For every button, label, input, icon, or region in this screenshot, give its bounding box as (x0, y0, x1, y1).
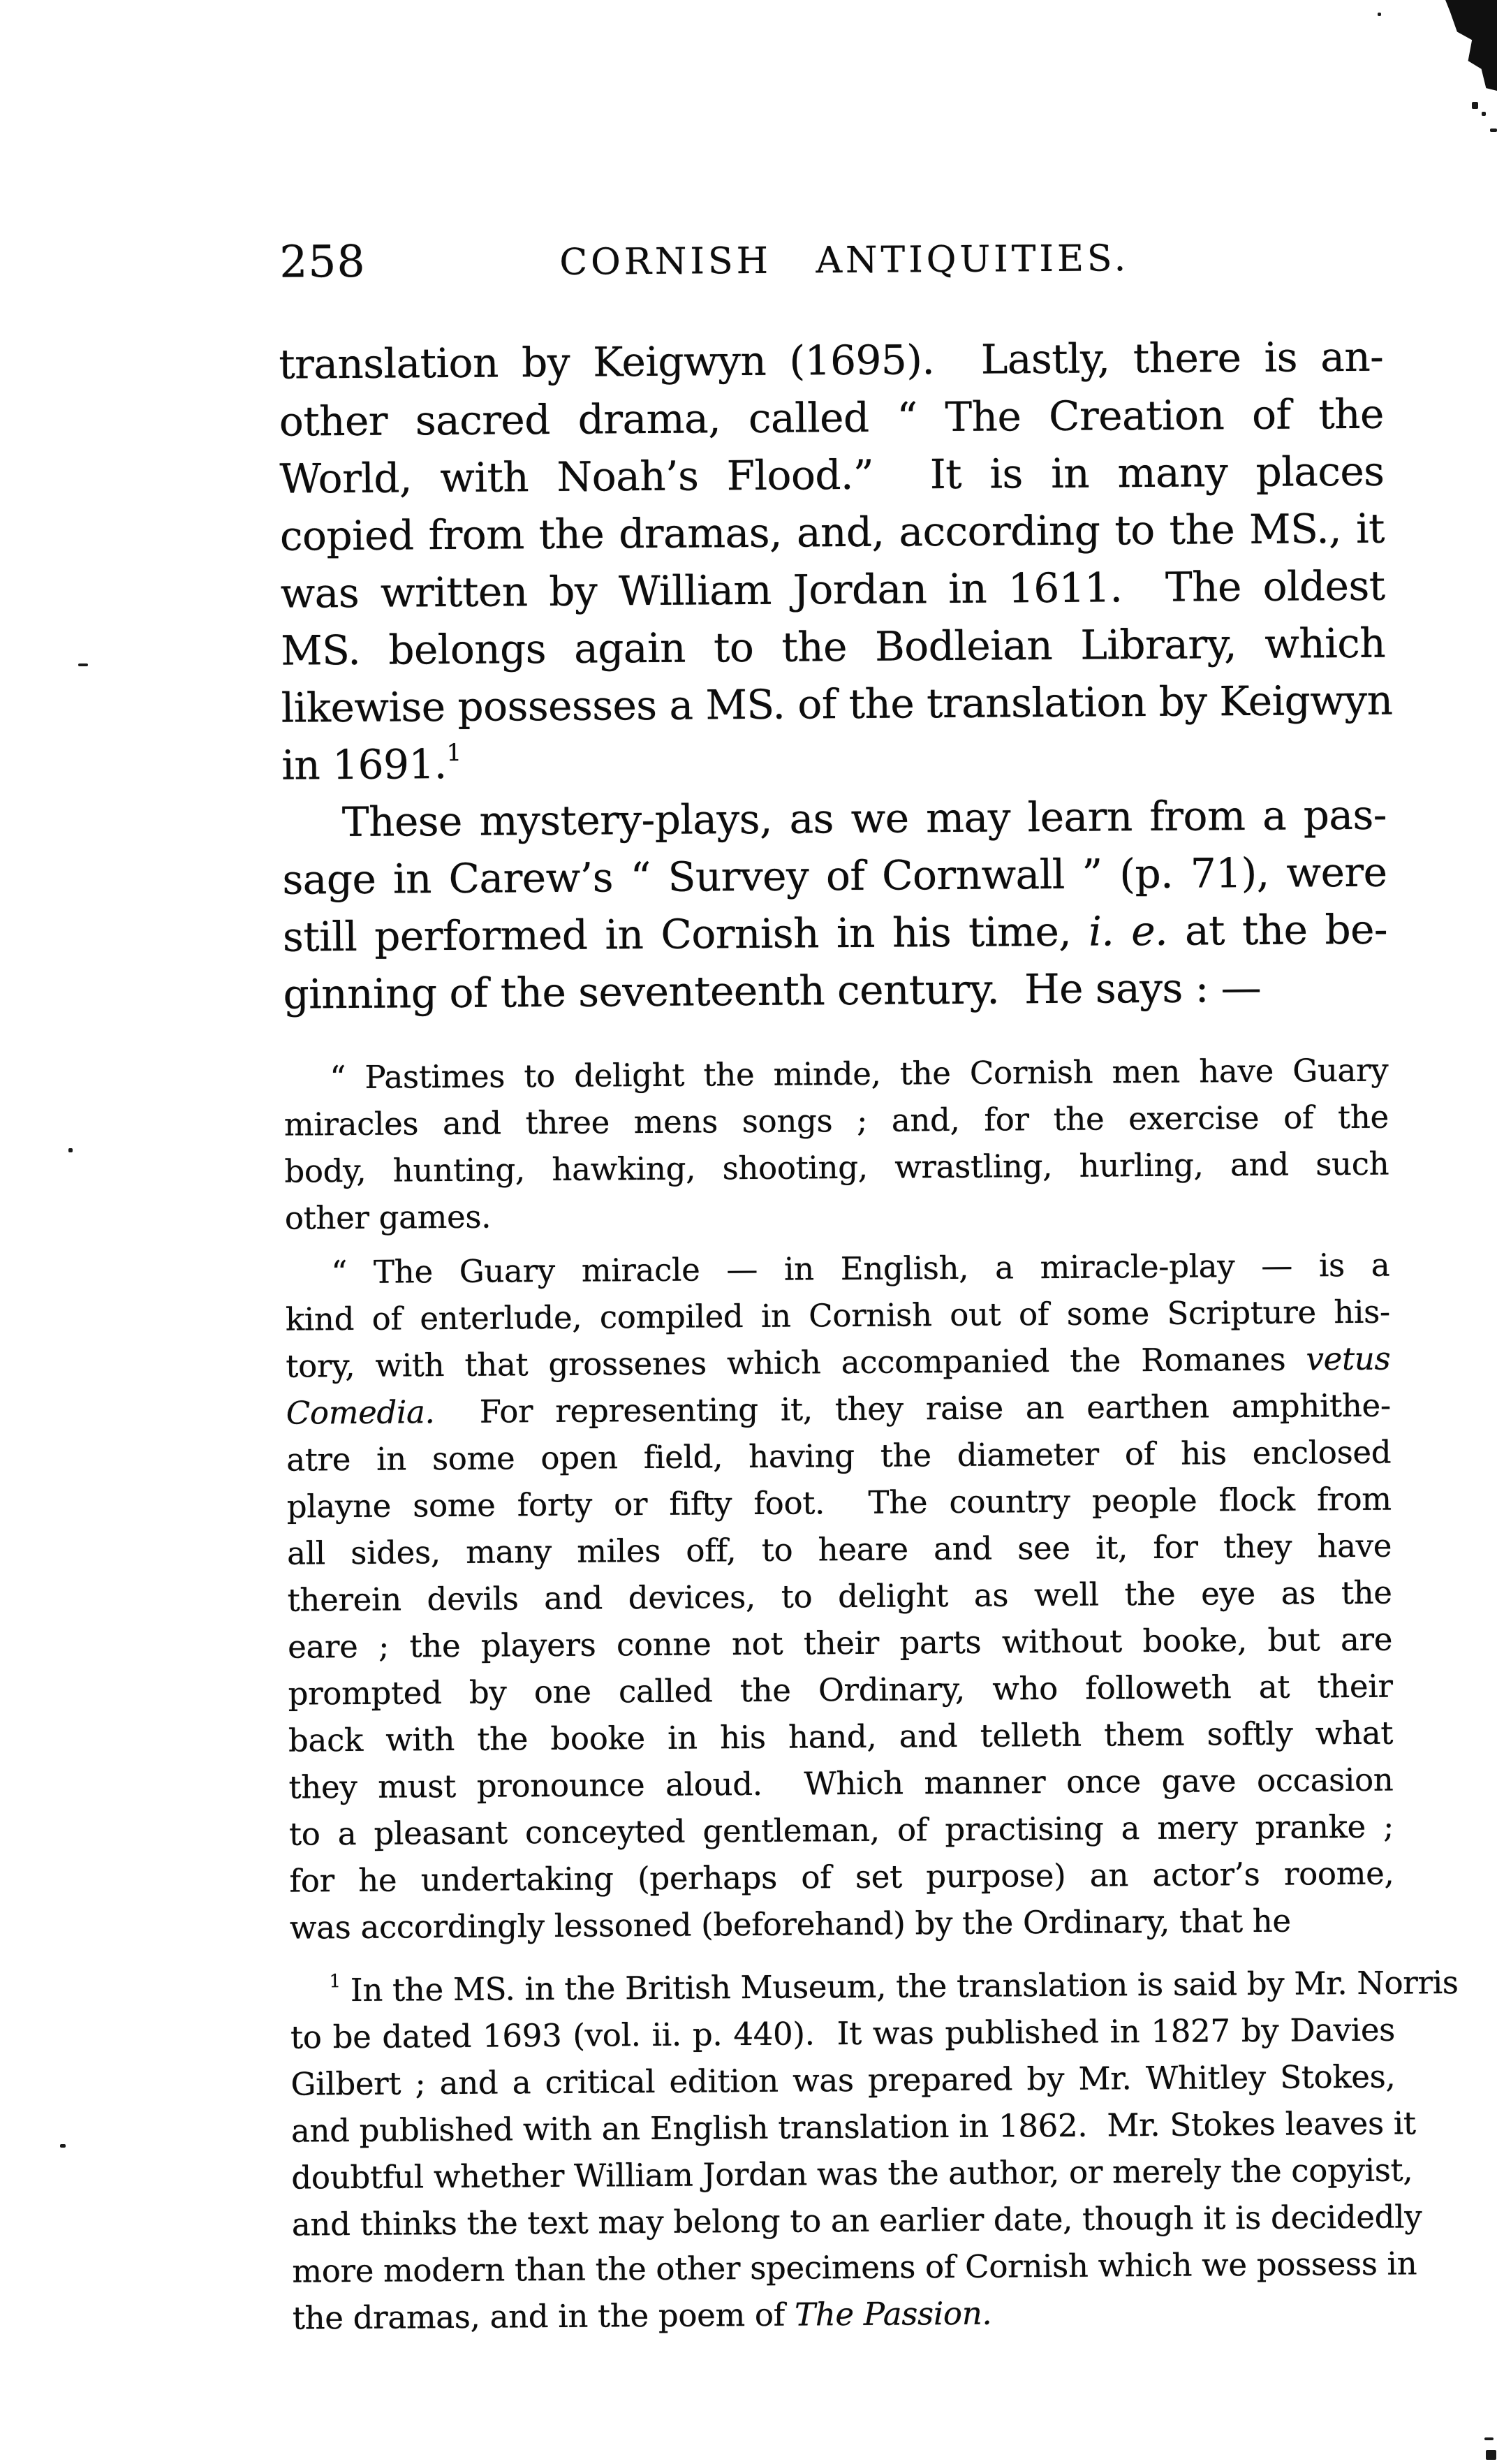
text-line (284, 1094, 1389, 1148)
text-line (286, 1429, 1391, 1483)
text-line (288, 1663, 1392, 1717)
text-run: other sacred drama, called “ The Creation of the (279, 390, 1385, 446)
text-run: In the MS. in the British Museum, the translation is said by Mr. Norris (340, 1963, 1459, 2009)
scan-speck (60, 2144, 66, 2148)
text-run: miracles and three mens songs ; and, for the exercise of the (283, 1098, 1389, 1143)
text-run: ginning of the seventeenth century. He says : — (283, 963, 1262, 1018)
text-line (284, 1141, 1389, 1195)
text-line (280, 557, 1385, 622)
scan-speck (1472, 102, 1478, 109)
text-line (279, 443, 1385, 508)
scan-speck (1484, 2437, 1494, 2440)
text-run: tory, with that grossenes which accompanied the Romanes (286, 1340, 1306, 1385)
text-run: at the be- (1167, 905, 1388, 955)
scan-speck (1378, 13, 1381, 16)
text-run: These mystery-plays, as we may learn from a pas- (341, 791, 1387, 846)
text-run: World, with Noah’s Flood.” It is in many places (279, 447, 1385, 503)
scan-speck (1482, 112, 1486, 116)
text-run: For representing it, they raise an earthen amphithe- (434, 1386, 1391, 1431)
text-run: Gilbert ; and a critical edition was prepared by Mr. Whitley Stokes, (290, 2058, 1396, 2103)
text-line (283, 958, 1388, 1023)
text-run: Comedia. (286, 1393, 435, 1432)
text-run: to be dated 1693 (vol. ii. p. 440). It was published in 1827 by Davies (290, 2011, 1396, 2056)
scan-speck (1486, 2450, 1496, 2460)
text-line (280, 500, 1385, 565)
text-line (289, 1803, 1394, 1858)
text-line (286, 1289, 1390, 1343)
text-run: other games. (284, 1198, 492, 1237)
scan-speck (1490, 129, 1497, 132)
quote-guary-miracle (285, 1242, 1394, 1951)
text-run: in 1691. (281, 740, 447, 789)
text-line (287, 1523, 1392, 1577)
text-line (285, 1242, 1389, 1296)
text-run: i. e. (1089, 907, 1168, 955)
text-run: The Passion. (794, 2294, 992, 2333)
quote-pastimes (283, 1047, 1389, 1242)
text-run: and thinks the text may belong to an earlier date, though it is decidedly (291, 2198, 1422, 2243)
text-line (286, 1382, 1391, 1437)
text-run: eare ; the players conne not their parts without booke, but are (287, 1620, 1393, 1666)
text-line (279, 386, 1385, 450)
text-line (291, 2194, 1422, 2248)
text-run: “ Pastimes to delight the minde, the Cornish men have Guary (330, 1051, 1389, 1097)
text-run: was written by William Jordan in 1611. The oldest (280, 562, 1385, 617)
text-line (290, 2053, 1395, 2108)
text-run: back with the booke in his hand, and telleth them softly what (288, 1714, 1394, 1759)
text-run: and published with an English translation in 1862. Mr. Stokes leaves it (290, 2104, 1416, 2150)
text-line (288, 1616, 1392, 1671)
text-run: the dramas, and in the poem of (292, 2296, 795, 2337)
text-line (281, 615, 1386, 680)
text-run: doubtful whether William Jordan was the author, or merely the copyist, (291, 2151, 1413, 2197)
text-run: sage in Carew’s “ Survey of Cornwall ” (p. 71), were (282, 848, 1387, 904)
text-line (283, 1047, 1388, 1101)
text-run: “ The Guary miracle — in English, a miracle-play — is a (331, 1246, 1390, 1291)
text-line (290, 1897, 1394, 1951)
running-title: CORNISH ANTIQUITIES. (559, 237, 1130, 284)
text-run: kind of enterlude, compiled in Cornish out of some Scripture his- (285, 1293, 1391, 1338)
text-run: 1 (446, 738, 462, 766)
text-run: still performed in Cornish in his time, (282, 907, 1089, 961)
text-run: prompted by one called the Ordinary, who followeth at their (288, 1667, 1393, 1713)
text-run: therein devils and devices, to delight as well the eye as the (287, 1574, 1392, 1619)
text-run: was accordingly lessoned (beforehand) by the Ordinary, that he (289, 1902, 1291, 1946)
text-line (292, 2241, 1417, 2295)
text-run: copied from the dramas, and, according to the MS., it (279, 504, 1385, 560)
text-line (287, 1569, 1392, 1624)
text-line (290, 2007, 1395, 2061)
text-run: playne some forty or fifty foot. The country people flock from (286, 1480, 1392, 1525)
text-line (282, 786, 1387, 851)
paragraph-translation (279, 328, 1393, 794)
text-line (293, 2287, 1397, 2342)
page-number: 258 (279, 235, 366, 288)
text-line (283, 901, 1388, 966)
text-run: MS. belongs again to the Bodleian Library, which (280, 619, 1386, 675)
text-line (281, 729, 1387, 794)
text-run: to a pleasant conceyted gentleman, of practising a mery pranke ; (288, 1807, 1394, 1853)
text-run: all sides, many miles off, to heare and see it, for they have (287, 1527, 1392, 1572)
text-run: 1 (329, 1971, 341, 1993)
paragraph-mystery-plays (282, 786, 1388, 1023)
text-line (282, 844, 1387, 909)
text-line (290, 1960, 1459, 2014)
footnote (290, 1960, 1459, 2342)
text-line (279, 328, 1384, 393)
text-run: for he undertaking (perhaps of set purpose) an actor’s roome, (289, 1854, 1394, 1900)
text-line (286, 1476, 1391, 1530)
text-run: vetus (1306, 1340, 1391, 1378)
scan-speck (68, 1148, 73, 1152)
text-line (286, 1335, 1390, 1390)
text-run: they must pronounce aloud. Which manner once gave occasion (288, 1761, 1394, 1806)
text-line (290, 2100, 1416, 2155)
text-line (288, 1710, 1393, 1764)
text-run: body, hunting, hawking, shooting, wrastling, hurling, and such (284, 1145, 1389, 1190)
text-run: atre in some open field, having the diameter of his enclosed (286, 1433, 1392, 1479)
text-line (291, 2147, 1413, 2201)
text-line (288, 1757, 1393, 1811)
text-run: translation by Keigwyn (1695). Lastly, there is an- (279, 332, 1384, 388)
scan-speck (78, 663, 88, 666)
text-line (289, 1850, 1394, 1905)
text-run: likewise possesses a MS. of the translation by Keigwyn (281, 676, 1393, 732)
page-header (278, 229, 1383, 300)
text-line (281, 672, 1393, 737)
text-run: more modern than the other specimens of Cornish which we possess in (292, 2245, 1417, 2290)
text-line (285, 1187, 1389, 1242)
